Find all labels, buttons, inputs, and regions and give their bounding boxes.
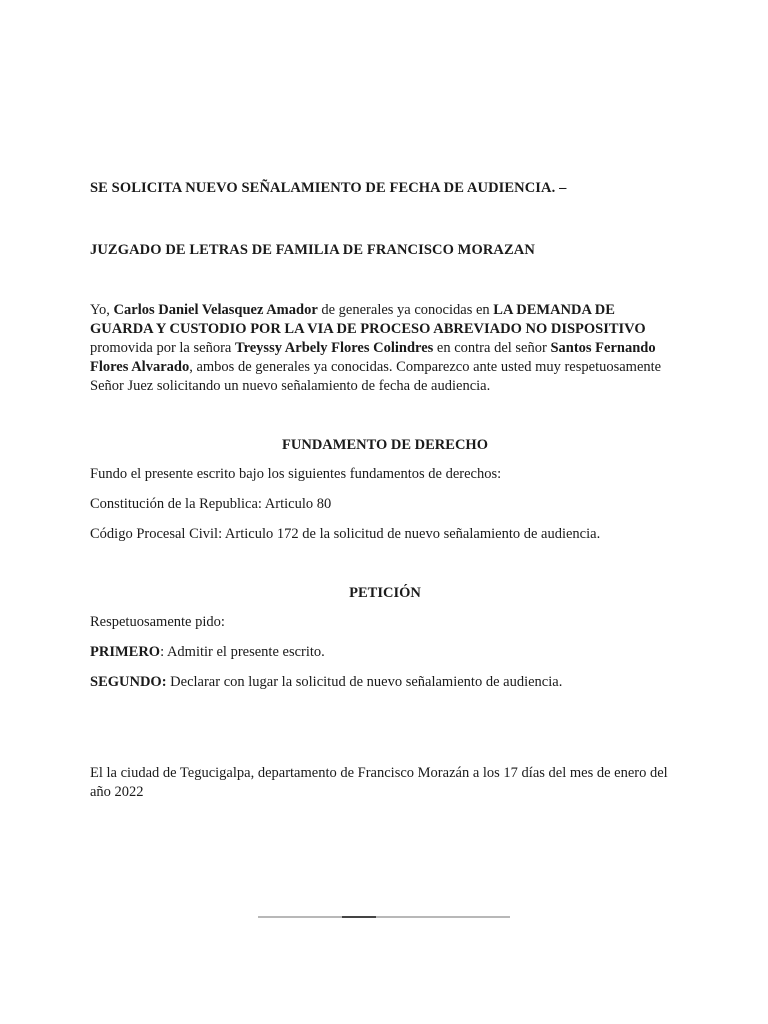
plaintiff-name: Treyssy Arbely Flores Colindres bbox=[234, 340, 434, 356]
signature-line bbox=[258, 916, 510, 918]
court-name: JUZGADO DE LETRAS DE FAMILIA DE FRANCISCO MORAZAN bbox=[90, 242, 535, 258]
intro-text-4: en contra del señor bbox=[433, 340, 551, 356]
primero-text: : Admitir el presente escrito. bbox=[160, 644, 325, 660]
peticion-primero bbox=[90, 644, 325, 661]
petitioner-name: Carlos Daniel Velasquez Amador bbox=[113, 302, 318, 318]
signature-line-segment bbox=[342, 916, 376, 918]
fundamento-intro: Fundo el presente escrito bajo los siguientes fundamentos de derechos: bbox=[90, 466, 502, 482]
defendant-name: Santos Fernando Flores Alvarado bbox=[90, 340, 656, 375]
peticion-intro: Respetuosamente pido: bbox=[90, 614, 225, 630]
fundamento-item-1: Constitución de la Republica: Articulo 80 bbox=[90, 496, 332, 512]
document-title: SE SOLICITA NUEVO SEÑALAMIENTO DE FECHA DE AUDIENCIA. – bbox=[90, 180, 567, 196]
intro-text-3: promovida por la señora bbox=[90, 340, 235, 356]
intro-text-5: , ambos de generales ya conocidas. Comparezco ante usted muy respetuosamente Señor Juez solicitando un nuevo señalamiento de fecha de audiencia. bbox=[90, 359, 662, 394]
closing-paragraph: El la ciudad de Tegucigalpa, departamento de Francisco Morazán a los 17 días del mes de enero del año 2022 bbox=[90, 765, 668, 800]
fundamento-heading: FUNDAMENTO DE DERECHO bbox=[282, 437, 488, 453]
fundamento-item-2: Código Procesal Civil: Articulo 172 de la solicitud de nuevo señalamiento de audiencia. bbox=[90, 526, 601, 542]
case-title: LA DEMANDA DE GUARDA Y CUSTODIO POR LA VIA DE PROCESO ABREVIADO NO DISPOSITIVO bbox=[90, 302, 646, 337]
intro-text-2: de generales ya conocidas en bbox=[317, 302, 494, 318]
peticion-segundo bbox=[90, 674, 562, 691]
intro-text-1: Yo, bbox=[90, 302, 114, 318]
primero-label: PRIMERO bbox=[90, 644, 161, 660]
segundo-label: SEGUNDO: bbox=[90, 674, 167, 690]
segundo-text: Declarar con lugar la solicitud de nuevo señalamiento de audiencia. bbox=[166, 674, 563, 690]
peticion-heading: PETICIÓN bbox=[349, 585, 421, 601]
intro-paragraph bbox=[90, 301, 680, 396]
